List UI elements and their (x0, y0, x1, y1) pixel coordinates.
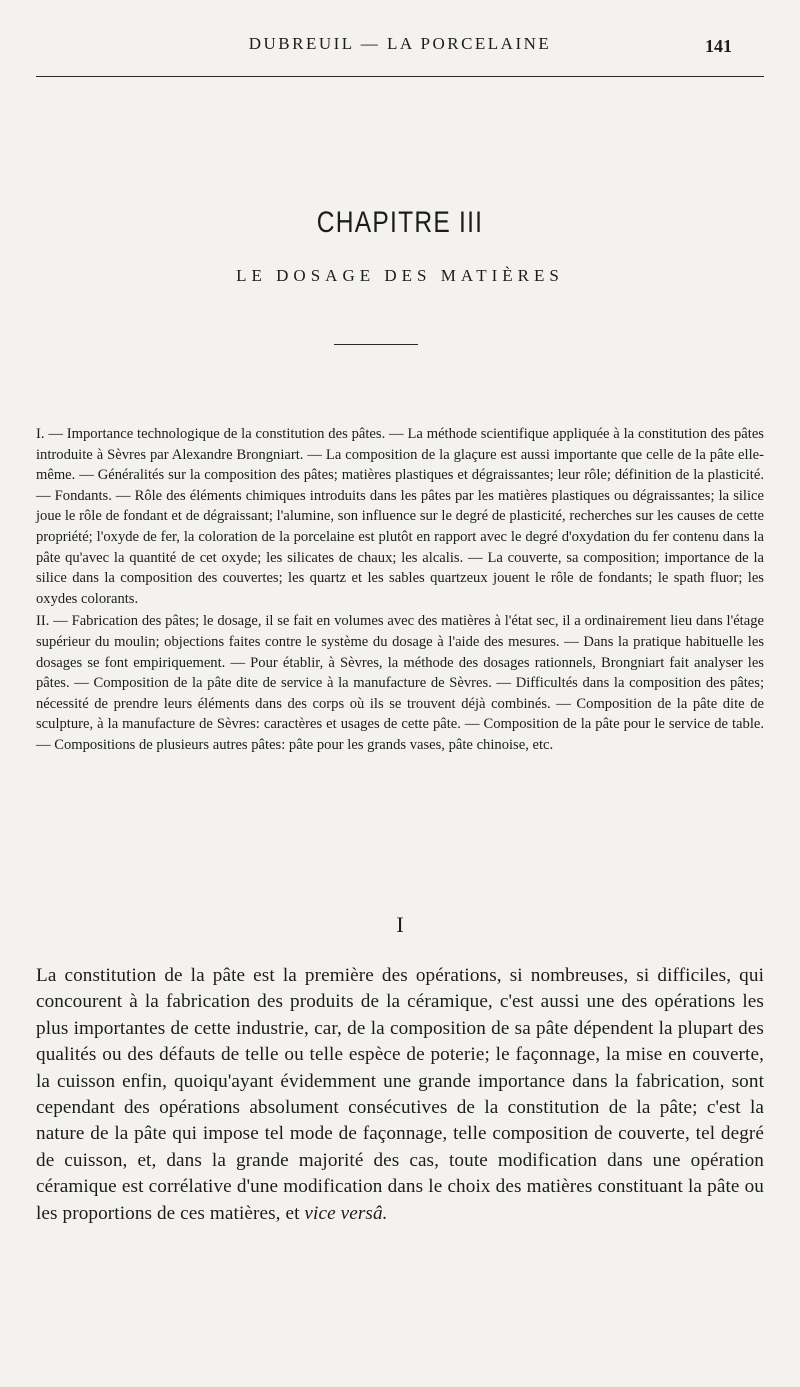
chapter-summary (36, 424, 764, 756)
running-title: DUBREUIL — LA PORCELAINE (248, 34, 552, 53)
ornamental-rule (334, 344, 418, 345)
running-head (36, 30, 764, 60)
chapter-subtitle: LE DOSAGE DES MATIÈRES (236, 266, 564, 285)
summary-paragraph-2: II. — Fabrication des pâtes; le dosage, il se fait en volumes avec des matières à l'état sec, il a ordinairement lieu dans l'étage supérieur du moulin; objections faites contre le système du dosage à l'aide des mesures. — Dans la pratique habituelle les dosages se font empiriquement. — Pour établir, à Sèvres, la méthode des dosages rationnels, Brongniart fait analyser les pâtes. — Composition de la pâte dite de service à la manufacture de Sèvres. — Difficultés dans la composition des pâtes; nécessité de prendre leurs éléments dans des corps où ils se trouvent déjà combinés. — Composition de la pâte dite de sculpture, à la manufacture de Sèvres: caractères et usages de cette pâte. — Composition de la pâte pour le service de table. — Compositions de plusieurs autres pâtes: pâte pour les grands vases, pâte chinoise, etc. (36, 613, 764, 753)
page-number: 141 (705, 36, 732, 56)
body-text (36, 963, 764, 1227)
body-paragraph (36, 963, 764, 1227)
section-number: I (396, 912, 404, 937)
body-italic-phrase: vice versâ. (304, 1202, 388, 1224)
summary-paragraph-1: I. — Importance technologique de la constitution des pâtes. — La méthode scientifique appliquée à la constitution des pâtes introduite à Sèvres par Alexandre Brongniart. — La composition de la glaçure est aussi importante que celle de la pâte elle-même. — Généralités sur la composition des pâtes; matières plastiques et dégraissantes; leur rôle; définition de la plasticité. — Fondants. — Rôle des éléments chimiques introduits dans les pâtes par les matières plastiques ou dégraissantes; la silice joue le rôle de fondant et de dégraissant; l'alumine, son influence sur le degré de plasticité, recherches sur les causes de cette propriété; l'oxyde de fer, la coloration de la porcelaine est plutôt en rapport avec le degré d'oxydation du fer contenu dans la pâte qu'avec la quantité de cet oxyde; les silicates de chaux; les alcalis. — La couverte, sa composition; importance de la silice dans la composition des couvertes; les quartz et les sables quartzeux jouent le rôle de fondants; le spath fluor; les oxydes colorants. (36, 426, 764, 607)
chapter-title: CHAPITRE III (316, 206, 484, 239)
header-rule (36, 76, 764, 77)
body-paragraph-text: La constitution de la pâte est la première des opérations, si nombreuses, si difficiles, qui concourent à la fabrication des produits de la céramique, c'est aussi une des opérations les plus importantes de cette industrie, car, de la composition de sa pâte dépendent la plupart des qualités ou des défauts de telle ou telle espèce de poterie; le façonnage, la mise en couverte, la cuisson enfin, quoiqu'ayant évidemment une grande importance dans la fabrication, sont cependant des opérations absolument consécutives de la constitution de la pâte; c'est la nature de la pâte qui impose tel mode de façonnage, telle composition de couverte, tel degré de cuisson, et, dans la grande majorité des cas, toute modification dans une opération céramique est corrélative d'une modification dans le choix des matières constituant la pâte ou les proportions de ces matières, et (36, 965, 764, 1224)
